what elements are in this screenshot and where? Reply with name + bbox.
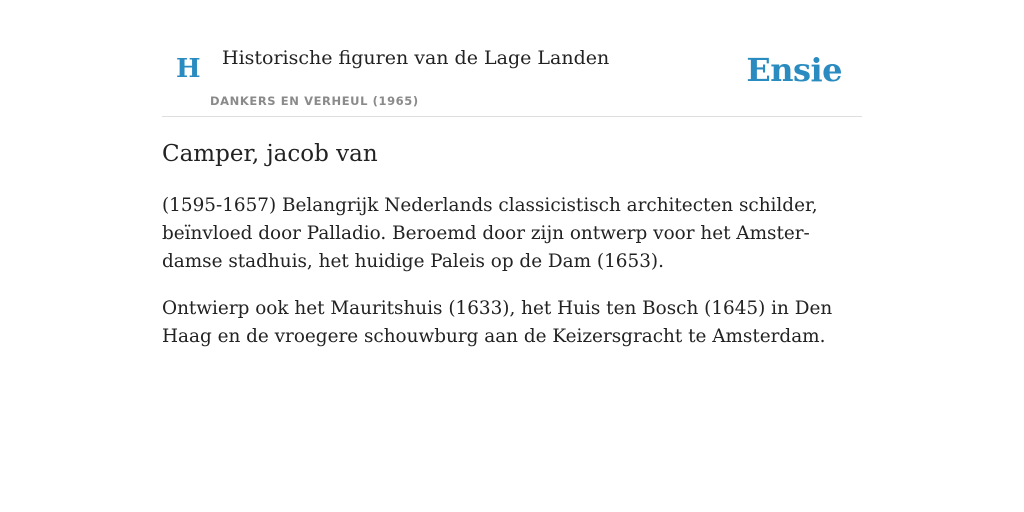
entry-body xyxy=(162,192,862,370)
source-title[interactable]: Historische figuren van de Lage Landen xyxy=(222,47,610,69)
entry-paragraph: Ontwierp ook het Mauritshuis (1633), het Huis ten Bosch (1645) in Den Haag en de vroegere schouwburg aan de Keizersgracht te Amsterdam. xyxy=(162,298,833,347)
brand-logo[interactable]: Ensie xyxy=(746,51,842,89)
page xyxy=(162,0,862,347)
source-subtitle: DANKERS EN VERHEUL (1965) xyxy=(210,94,419,108)
entry-title: Camper, jacob van xyxy=(162,141,378,167)
entry-paragraph: (1595-1657) Belangrijk Nederlands classicistisch architecten schilder, beïnvloed door Palladio. Beroemd door zijn ontwerp voor het Amster- damse stadhuis, het huidige Paleis op de Dam (1653). xyxy=(162,195,818,272)
source-header xyxy=(162,0,862,117)
source-logo[interactable]: H xyxy=(176,54,201,84)
